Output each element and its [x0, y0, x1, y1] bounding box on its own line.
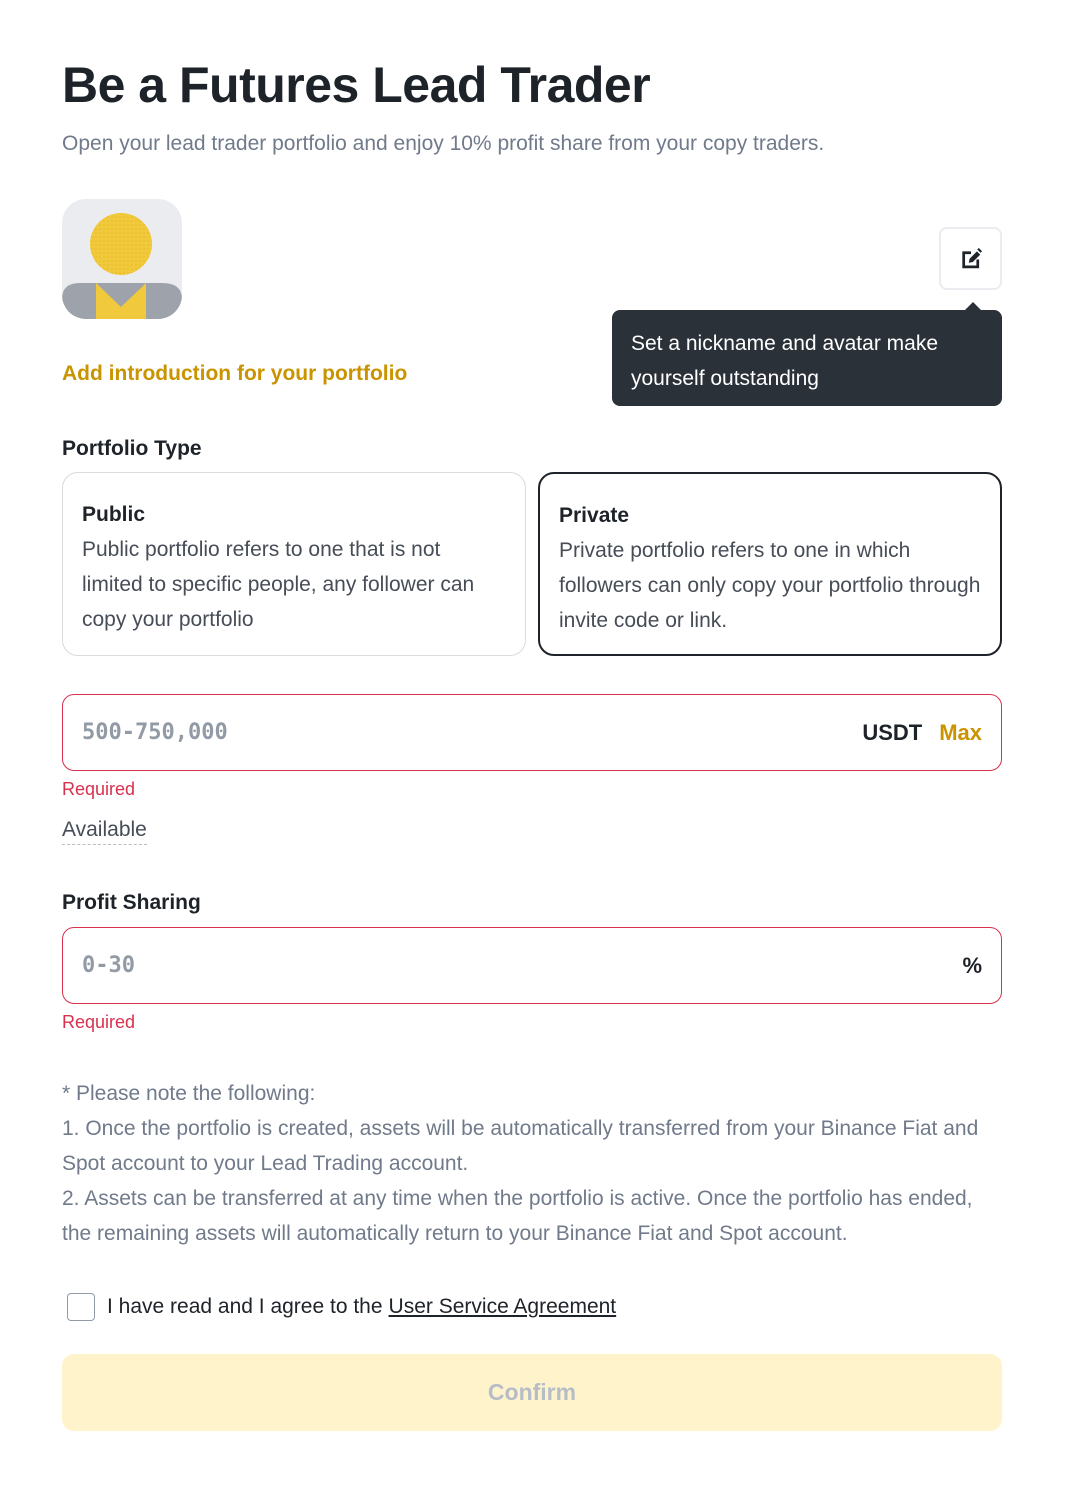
max-button[interactable]: Max: [939, 719, 982, 745]
notes-section: [62, 1076, 1002, 1251]
private-option-title: Private: [559, 504, 630, 527]
amount-input[interactable]: [82, 720, 862, 745]
portfolio-type-public-option[interactable]: [62, 472, 526, 656]
portfolio-type-label: Portfolio Type: [62, 437, 202, 460]
available-balance-label[interactable]: Available: [62, 818, 147, 845]
public-option-description: Public portfolio refers to one that is not limited to specific people, any follower can copy your portfolio: [82, 538, 475, 631]
page-subtitle: Open your lead trader portfolio and enjoy 10% profit share from your copy traders.: [62, 132, 825, 155]
public-option-title: Public: [82, 503, 146, 526]
agreement-row: [67, 1293, 616, 1321]
add-introduction-link[interactable]: Add introduction for your portfolio: [62, 362, 408, 385]
confirm-button[interactable]: Confirm: [62, 1354, 1002, 1431]
user-service-agreement-link[interactable]: User Service Agreement: [388, 1295, 617, 1318]
nickname-avatar-tooltip: Set a nickname and avatar make yourself outstanding: [612, 310, 1002, 406]
profit-sharing-label: Profit Sharing: [62, 891, 201, 914]
note-item: 1. Once the portfolio is created, assets will be automatically transferred from your Binance Fiat and Spot account to your Lead Trading account.: [62, 1117, 979, 1175]
amount-unit: USDT: [862, 719, 923, 745]
agreement-checkbox[interactable]: [67, 1293, 95, 1321]
avatar[interactable]: [62, 199, 182, 319]
agreement-text: I have read and I agree to the: [107, 1295, 383, 1318]
profit-sharing-input-container: [62, 927, 1002, 1004]
amount-error-message: Required: [62, 779, 136, 799]
avatar-image: [62, 199, 182, 319]
note-item: 2. Assets can be transferred at any time when the portfolio is active. Once the portfolio has ended, the remaining assets will automatically return to your Binance Fiat and Spot account.: [62, 1187, 973, 1245]
portfolio-type-private-option[interactable]: [538, 472, 1002, 656]
profit-sharing-error-message: Required: [62, 1012, 136, 1032]
profit-sharing-unit: %: [962, 952, 982, 978]
amount-input-container: [62, 694, 1002, 771]
notes-heading: * Please note the following:: [62, 1082, 316, 1105]
edit-icon: [958, 246, 984, 272]
edit-profile-button[interactable]: [939, 227, 1002, 290]
profit-sharing-input[interactable]: [82, 953, 962, 978]
page-title: Be a Futures Lead Trader: [62, 57, 651, 113]
private-option-description: Private portfolio refers to one in which followers can only copy your portfolio through invite code or link.: [559, 539, 981, 632]
